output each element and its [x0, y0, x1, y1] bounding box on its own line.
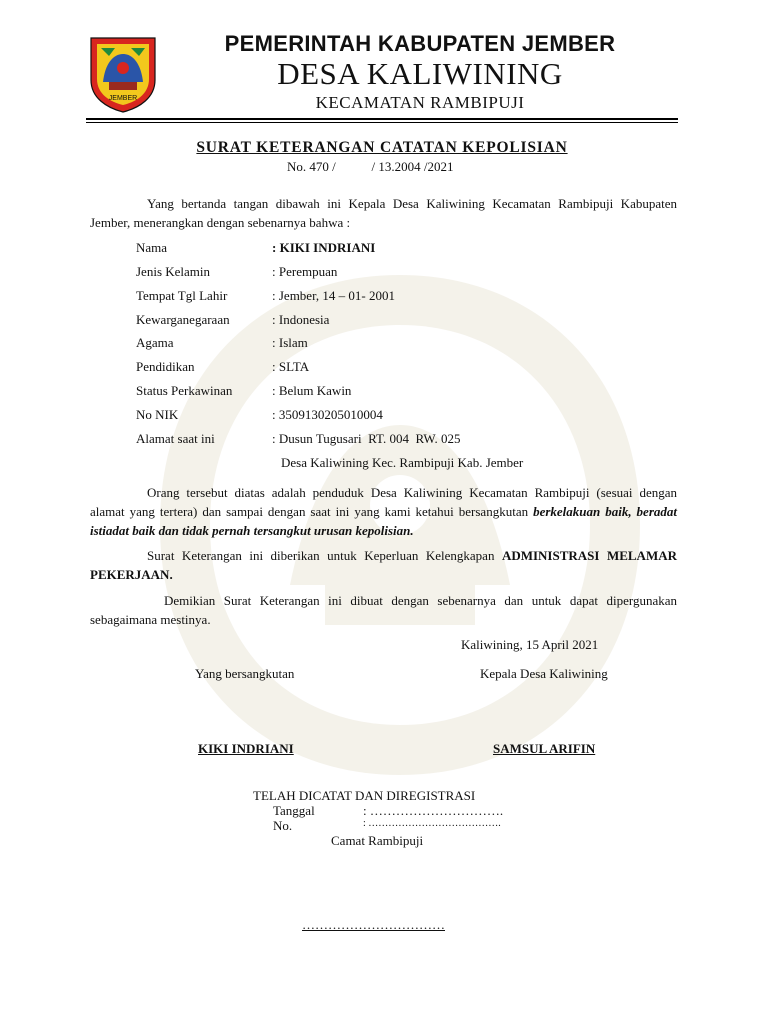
purpose-text: Surat Keterangan ini diberikan untuk Keperluan Kelengkapan	[147, 548, 502, 563]
closing-paragraph: Demikian Surat Keterangan ini dibuat dengan sebenarnya dan untuk dapat dipergunakan sebagaimana mestinya.	[90, 593, 677, 627]
field-value-pendidikan: : SLTA	[272, 359, 310, 374]
field-value-nama: : KIKI INDRIANI	[272, 240, 376, 255]
field-label-nama: Nama	[136, 240, 168, 255]
right-signatory-name: SAMSUL ARIFIN	[493, 741, 596, 756]
field-label-jenis-kelamin: Jenis Kelamin	[136, 264, 211, 279]
left-signatory-name: KIKI INDRIANI	[198, 741, 294, 756]
document-title: SURAT KETERANGAN CATATAN KEPOLISIAN	[196, 139, 568, 156]
svg-text:JEMBER: JEMBER	[108, 95, 138, 102]
field-label-no-nik: No NIK	[136, 407, 179, 422]
field-value-no-nik: : 3509130205010004	[272, 407, 383, 422]
field-value-kewarganegaraan: : Indonesia	[272, 312, 330, 327]
field-value-agama: : Islam	[272, 335, 308, 350]
village-name: DESA KALIWINING	[277, 56, 563, 91]
registration-heading: TELAH DICATAT DAN DIREGISTRASI	[253, 788, 476, 803]
sub-district-office: Camat Rambipuji	[331, 833, 424, 848]
field-label-kewarganegaraan: Kewarganegaraan	[136, 312, 230, 327]
statement-text: Orang tersebut diatas adalah penduduk Desa Kaliwining Kecamatan Rambipuji (sesuai dengan alamat yang tertera) dan sampai dengan saat ini yang kami ketahui bersangkutan	[90, 485, 677, 519]
field-label-tempat-tgl-lahir: Tempat Tgl Lahir	[136, 288, 228, 303]
purpose-paragraph	[90, 546, 677, 584]
purpose-emphasis: ADMINISTRASI MELAMAR PEKERJAAN.	[90, 548, 677, 582]
document-number: No. 470 / / 13.2004 /2021	[287, 159, 454, 174]
registration-date-value: : ………………………….	[363, 803, 504, 818]
field-value-alamat-line2: Desa Kaliwining Kec. Rambipuji Kab. Jember	[281, 455, 524, 470]
registration-no-value: : ………………………………….	[363, 818, 501, 829]
district-name: KECAMATAN RAMBIPUJI	[315, 93, 525, 112]
registration-no-label: No.	[273, 818, 293, 833]
right-signatory-role: Kepala Desa Kaliwining	[480, 666, 608, 681]
header-rule-thin	[86, 122, 678, 123]
field-label-agama: Agama	[136, 335, 174, 350]
field-label-pendidikan: Pendidikan	[136, 359, 195, 374]
field-value-alamat: : Dusun Tugusari RT. 004 RW. 025	[272, 431, 461, 446]
field-value-jenis-kelamin: : Perempuan	[272, 264, 338, 279]
statement-emphasis: berkelakuan baik, beradat istiadat baik dan tidak pernah tersangkut urusan kepolisian.	[90, 504, 677, 538]
place-date: Kaliwining, 15 April 2021	[461, 637, 599, 652]
left-signatory-role: Yang bersangkutan	[195, 666, 295, 681]
intro-paragraph: Yang bertanda tangan dibawah ini Kepala Desa Kaliwining Kecamatan Rambipuji Kabupaten Jember, menerangkan dengan sebenarnya bahwa :	[90, 196, 677, 230]
jember-emblem-icon	[87, 34, 159, 114]
field-value-tempat-tgl-lahir: : Jember, 14 – 01- 2001	[272, 288, 395, 303]
field-label-status-perkawinan: Status Perkawinan	[136, 383, 233, 398]
header-rule-thick	[86, 118, 678, 120]
field-value-status-perkawinan: : Belum Kawin	[272, 383, 352, 398]
field-label-alamat: Alamat saat ini	[136, 431, 215, 446]
statement-paragraph	[90, 483, 677, 540]
camat-signature-line: ……………………………	[302, 917, 445, 932]
government-name: PEMERINTAH KABUPATEN JEMBER	[224, 31, 616, 56]
registration-date-label: Tanggal	[273, 803, 315, 818]
